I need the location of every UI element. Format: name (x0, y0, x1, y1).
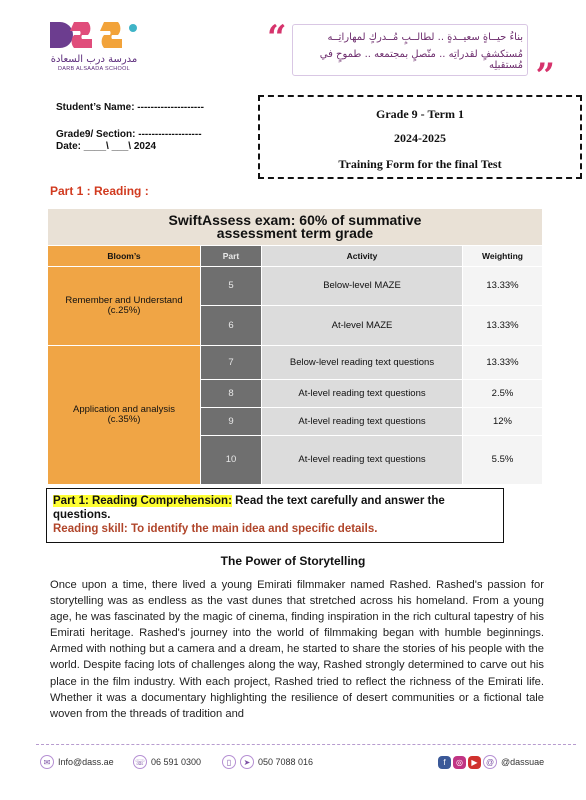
school-motto (267, 18, 555, 96)
comprehension-instruction: Read the text carefully and answer the questions. (53, 495, 445, 521)
phone-icon: ☏ (133, 755, 147, 769)
footer-divider (36, 744, 576, 745)
mobile-icon: ▯ (222, 755, 236, 769)
comprehension-instructions (46, 488, 504, 543)
date-field: Date: ____\ ___\ 2024 (56, 141, 157, 152)
grade-term: Grade 9 - Term 1 (376, 107, 464, 121)
mail-icon: ✉ (40, 755, 54, 769)
school-logo (44, 18, 144, 78)
header-blooms: Bloom’s (48, 246, 200, 266)
activity-cell: Below-level MAZE (262, 267, 462, 305)
footer-phone[interactable] (133, 755, 201, 769)
group-remember-understand: Remember and Understand (c.25%) (48, 267, 200, 345)
youtube-icon: ▶ (468, 756, 481, 769)
quote-open-icon: “ (267, 18, 287, 58)
part-cell: 10 (201, 436, 261, 484)
part-cell: 6 (201, 306, 261, 345)
part-cell: 7 (201, 346, 261, 379)
table-title-line-2: assessment term grade (216, 225, 374, 241)
footer-mobile[interactable] (222, 755, 313, 769)
grade-info-box (258, 95, 582, 179)
weighting-cell: 13.33% (463, 306, 542, 345)
part-cell: 5 (201, 267, 261, 305)
header-weighting: Weighting (463, 246, 542, 266)
table-title-line-1: SwiftAssess exam: 60% of summative (168, 212, 422, 228)
school-name-ar: مدرسة درب السعادة (50, 54, 138, 65)
dss-logo-icon (46, 18, 138, 52)
assessment-table (48, 209, 542, 484)
weighting-cell: 12% (463, 408, 542, 435)
activity-cell: Below-level reading text questions (262, 346, 462, 379)
reading-skill: Reading skill: To identify the main idea and specific details. (53, 523, 378, 535)
activity-cell: At-level reading text questions (262, 380, 462, 407)
header-activity: Activity (262, 246, 462, 266)
motto-line-1: بناءُ حيــاةٍ سعيــدةٍ .. لطالــبٍ مُــدركٍ لمهاراتِــه (327, 32, 523, 43)
email-text: Info@dass.ae (58, 757, 114, 767)
weighting-cell: 5.5% (463, 436, 542, 484)
story-title: The Power of Storytelling (220, 554, 366, 568)
comprehension-heading: Part 1: Reading Comprehension: (53, 495, 232, 507)
phone-text: 06 591 0300 (151, 757, 202, 767)
telegram-icon: ➤ (240, 755, 254, 769)
story-text: Once upon a time, there lived a young Emirati filmmaker named Rashed. Rashed's passion for storytelling was as endless as the vast dunes that stretched across his homeland. From a young age, he was fascinated by the magic of cinema, finding inspiration in the rich cultural tapestry of his Emirati heritage. Rashed's journey into the world of filmmaking began with humble beginnings. Armed with nothing but a camera and a dream, he started to share the stories of his people with the world. Despite facing lots of challenges along the way, Rashed strongly determined to carve out his place in the film industry. With each project, Rashed tried to reflect the richness of the Emirati life. Whether it was a documentary highlighting the resilience of desert communities or a fictional tale woven from the threads of tradition and (50, 579, 544, 720)
table-title (48, 209, 542, 245)
footer-email[interactable] (40, 755, 114, 769)
motto-line-2: مُستكشفٍ لقدراتِه .. متّصلٍ بمجتمعه .. طموحٍ في مُستقبلِه (319, 49, 523, 71)
part1-heading: Part 1 : Reading : (50, 184, 149, 198)
school-name-en: DARB ALSAADA SCHOOL (57, 66, 131, 72)
activity-cell: At-level reading text questions (262, 408, 462, 435)
student-name-field: Student’s Name: -------------------- (56, 102, 204, 113)
at-icon: @ (483, 755, 497, 769)
social-handle: @dassuae (501, 757, 545, 767)
part-cell: 9 (201, 408, 261, 435)
form-title: Training Form for the final Test (338, 157, 502, 171)
quote-close-icon: ” (535, 56, 555, 96)
instagram-icon: ◎ (453, 756, 466, 769)
facebook-icon: f (438, 756, 451, 769)
grade-section-field: Grade9/ Section: ------------------- (56, 129, 202, 140)
weighting-cell: 13.33% (463, 346, 542, 379)
footer-social[interactable] (438, 755, 544, 769)
group-application-analysis: Application and analysis (c.35%) (48, 346, 200, 484)
mobile-text: 050 7088 016 (258, 757, 314, 767)
activity-cell: At-level reading text questions (262, 436, 462, 484)
part-cell: 8 (201, 380, 261, 407)
weighting-cell: 2.5% (463, 380, 542, 407)
activity-cell: At-level MAZE (262, 306, 462, 345)
header-part: Part (201, 246, 261, 266)
academic-year: 2024-2025 (394, 131, 446, 145)
weighting-cell: 13.33% (463, 267, 542, 305)
